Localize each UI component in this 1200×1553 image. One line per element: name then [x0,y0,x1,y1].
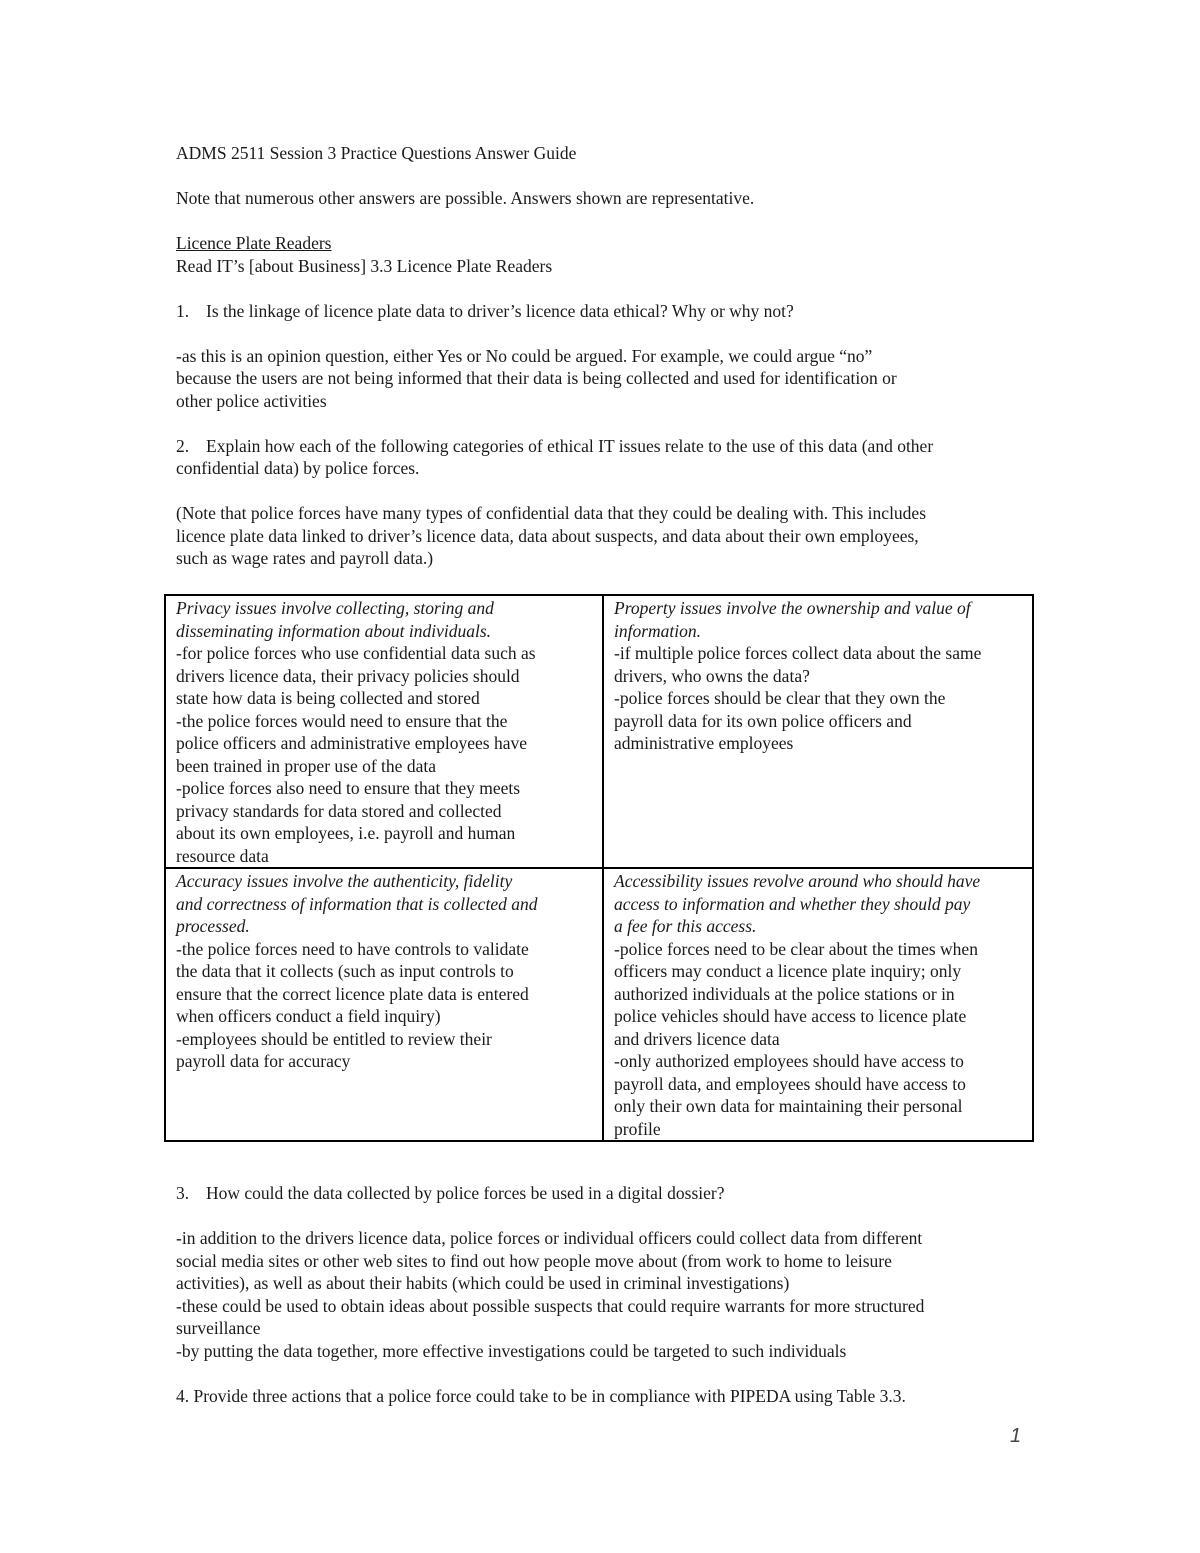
question-number: 1. [176,300,190,321]
cell-line: -the police forces need to have controls to validate [176,938,529,959]
cell-line: about its own employees, i.e. payroll and human [176,823,516,843]
answer-line: -in addition to the drivers licence data, police forces or individual officers could collect data from different [176,1228,923,1248]
cell-line: -police forces also need to ensure that they meets [176,778,521,798]
cell-line: drivers licence data, their privacy policies should [176,665,520,686]
cell-line: and drivers licence data [614,1028,780,1049]
cell-line: resource data [176,845,269,866]
cell-line: officers may conduct a licence plate inquiry; only [614,961,962,981]
cell-line: -employees should be entitled to review their [176,1028,492,1049]
section-subheading: Read IT’s [about Business] 3.3 Licence Plate Readers [176,255,553,276]
question-3 [176,1182,1036,1205]
answer-line: surveillance [176,1318,261,1338]
cell-heading: processed. [176,916,250,936]
answer-1 [176,345,1036,413]
answer-line: -as this is an opinion question, either Yes or No could be argued. For example, we could argue “no” [176,345,873,366]
answer-line: social media sites or other web sites to find out how people move about (from work to home to leisure [176,1250,892,1271]
property-cell [603,595,1033,868]
cell-line: payroll data for accuracy [176,1051,351,1071]
accessibility-cell [603,868,1033,1141]
cell-heading: disseminating information about individuals. [176,620,492,641]
question-2 [176,435,1036,480]
question-1 [176,300,1036,323]
cell-line: police officers and administrative employees have [176,733,528,753]
answer-line: other police activities [176,390,327,411]
document-body-lower [176,1182,1036,1407]
question-number: 3. [176,1183,190,1203]
note-line: licence plate data linked to driver’s licence data, data about suspects, and data about their own employees, [176,525,919,546]
question-text: Is the linkage of licence plate data to driver’s licence data ethical? Why or why not? [206,300,794,321]
answer-line: -these could be used to obtain ideas about possible suspects that could require warrants for more structured [176,1295,925,1316]
cell-line: only their own data for maintaining their personal [614,1096,963,1116]
answer-line: because the users are not being informed that their data is being collected and used for identification or [176,368,897,388]
cell-line: -for police forces who use confidential data such as [176,643,536,663]
cell-line: privacy standards for data stored and collected [176,800,502,821]
cell-line: -if multiple police forces collect data about the same [614,643,982,663]
accuracy-cell [165,868,603,1141]
question-text: Explain how each of the following categories of ethical IT issues relate to the use of this data (and other [206,435,934,456]
cell-line: -police forces need to be clear about the times when [614,938,978,959]
cell-heading: a fee for this access. [614,916,757,936]
question-4: 4. Provide three actions that a police force could take to be in compliance with PIPEDA using Table 3.3. [176,1385,906,1406]
cell-heading: Accessibility issues revolve around who should have [614,871,981,891]
privacy-cell [165,595,603,868]
cell-line: -only authorized employees should have access to [614,1051,964,1071]
cell-heading: and correctness of information that is collected and [176,893,538,914]
document-title: ADMS 2511 Session 3 Practice Questions Answer Guide [176,143,577,163]
ethical-issues-table [164,594,1034,1142]
cell-heading: Property issues involve the ownership and value of [614,598,971,618]
section-heading: Licence Plate Readers [176,233,332,253]
table-row [165,868,1033,1141]
question-text: confidential data) by police forces. [176,458,420,478]
intro-note: Note that numerous other answers are possible. Answers shown are representative. [176,188,755,208]
answer-line: -by putting the data together, more effective investigations could be targeted to such individuals [176,1340,847,1361]
question-number: 2. [176,435,190,456]
cell-line: payroll data for its own police officers and [614,710,912,731]
page-number: 1 [1010,1425,1022,1447]
answer-line: activities), as well as about their habits (which could be used in criminal investigations) [176,1273,790,1293]
cell-line: authorized individuals at the police stations or in [614,983,955,1004]
answer-3 [176,1227,1036,1362]
note-line: (Note that police forces have many types of confidential data that they could be dealing with. This includes [176,503,927,523]
cell-line: police vehicles should have access to licence plate [614,1006,967,1026]
cell-heading: Accuracy issues involve the authenticity, fidelity [176,871,513,891]
cell-line: drivers, who owns the data? [614,665,810,686]
cell-line: ensure that the correct licence plate data is entered [176,983,529,1004]
cell-line: when officers conduct a field inquiry) [176,1006,441,1026]
table-row [165,595,1033,868]
cell-line: been trained in proper use of the data [176,755,436,776]
cell-line: the data that it collects (such as input controls to [176,961,514,981]
cell-line: profile [614,1118,661,1139]
question-2-note [176,502,1036,570]
question-text: How could the data collected by police forces be used in a digital dossier? [206,1183,725,1203]
note-line: such as wage rates and payroll data.) [176,548,434,568]
cell-heading: information. [614,620,702,641]
document-body [176,142,1036,570]
cell-heading: access to information and whether they should pay [614,893,971,914]
cell-line: -police forces should be clear that they own the [614,688,946,708]
cell-line: state how data is being collected and stored [176,688,480,708]
cell-line: payroll data, and employees should have access to [614,1073,966,1094]
cell-line: administrative employees [614,733,794,753]
cell-line: -the police forces would need to ensure that the [176,710,508,731]
cell-heading: Privacy issues involve collecting, storing and [176,598,494,618]
